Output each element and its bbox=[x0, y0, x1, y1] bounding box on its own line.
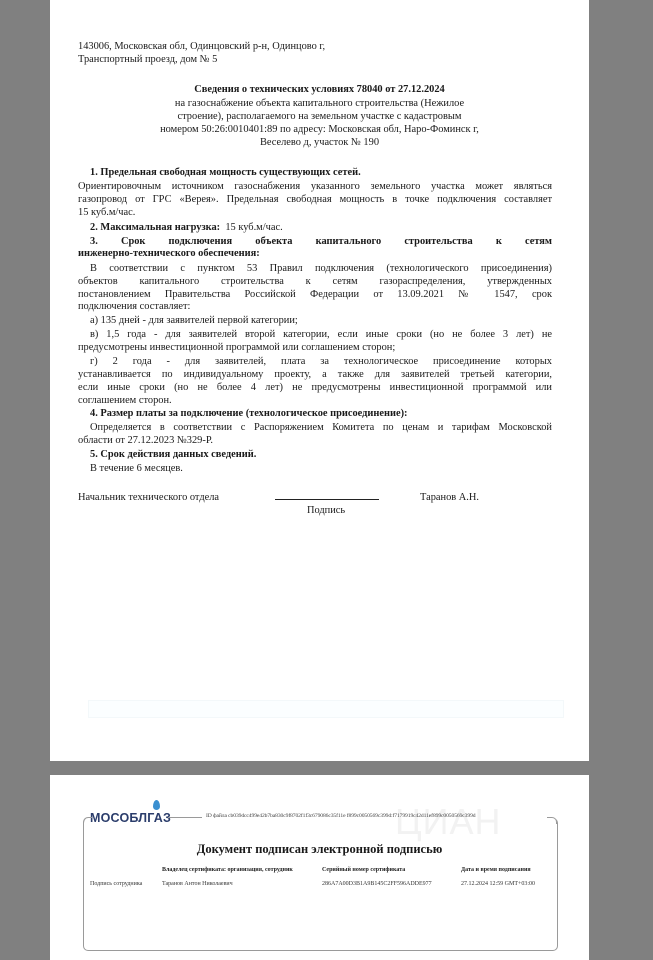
flame-icon bbox=[153, 800, 160, 810]
watermark: ЦИАН bbox=[395, 801, 502, 842]
document-page-2 bbox=[50, 775, 589, 960]
term-item-g-cont: соглашением сторон. bbox=[78, 395, 172, 406]
section-1-line: газопровод от ГРС «Верея». Предельная свободная мощность в точке подключения составляет bbox=[78, 194, 552, 205]
signatory-name: Таранов А.Н. bbox=[420, 492, 479, 503]
section-1-heading: 1. Предельная свободная мощность существующих сетей. bbox=[90, 167, 361, 178]
term-item-a: а) 135 дней - для заявителей первой категории; bbox=[90, 315, 298, 326]
section-1-line: 15 куб.м/час. bbox=[78, 207, 136, 218]
address-line-1: 143006, Московская обл, Одинцовский р-н, Одинцово г, bbox=[78, 41, 326, 52]
address-line-2: Транспортный проезд, дом № 5 bbox=[78, 54, 218, 65]
signature-line bbox=[275, 499, 379, 500]
section-4-heading: 4. Размер платы за подключение (технологическое присоединение): bbox=[90, 408, 408, 419]
section-2-value: 15 куб.м/час. bbox=[225, 222, 283, 233]
table-cell-owner: Таранов Антон Николаевич bbox=[162, 881, 233, 887]
faint-scan-artifact bbox=[88, 700, 564, 718]
term-item-g: г) 2 года - для заявителей, плата за технологическое присоединение которых bbox=[90, 356, 552, 367]
section-3-intro: В соответствии с пунктом 53 Правил подключения (технологического присоединения) bbox=[90, 263, 552, 274]
term-item-g-cont: устанавливается по индивидуальному проекту, а также для заявителей третьей категории, bbox=[78, 369, 552, 380]
section-4-line: Определяется в соответствии с Распоряжением Комитета по ценам и тарифам Московской bbox=[90, 422, 552, 433]
subtitle-line: строение), располагаемого на земельном участке с кадастровым bbox=[177, 111, 462, 122]
signatory-position: Начальник технического отдела bbox=[78, 492, 220, 503]
section-3-intro: объектов капитального строительства к сетям газораспределения, утвержденных bbox=[78, 276, 552, 287]
file-id: ID файла cb039dcc499e42b7ba830c9f8702f1f3c679086c35f11e f899c0050569c399d:f7179919c42d11ef899c0050569c399d bbox=[206, 813, 476, 819]
section-3-heading-cont: инженерно-технического обеспечения: bbox=[78, 248, 260, 259]
term-item-g-cont: если иные сроки (но не более 4 лет) не предусмотрены инвестиционной программой или bbox=[78, 382, 552, 393]
section-3-heading: 3. Срок подключения объекта капитального строительства к сетям bbox=[90, 236, 552, 247]
section-4-line: области от 27.12.2023 №329-Р. bbox=[78, 435, 213, 446]
table-header-serial: Серийный номер сертификата bbox=[322, 867, 406, 873]
subtitle-line: на газоснабжение объекта капитального строительства (Нежилое bbox=[174, 98, 465, 109]
section-3-intro: подключения составляет: bbox=[78, 301, 191, 312]
mosoblgaz-logo: МОСОБЛГАЗ bbox=[90, 811, 171, 825]
subtitle-line: номером 50:26:0010401:89 по адресу: Московская обл, Наро-Фоминск г, bbox=[160, 124, 479, 135]
section-3-intro: постановлением Правительства Российской Федерации от 13.09.2021 № 1547, срок bbox=[78, 289, 552, 300]
table-header-owner: Владелец сертификата: организация, сотрудник bbox=[162, 867, 293, 873]
subtitle-line: Веселево д, участок № 190 bbox=[259, 137, 380, 148]
table-cell-serial: 286A7A00D3B1A9B145C2FF596ADDE977 bbox=[322, 881, 432, 887]
document-page-1 bbox=[50, 0, 589, 761]
section-1-line: Ориентировочным источником газоснабжения указанного земельного участка может являться bbox=[78, 181, 552, 192]
document-title: Сведения о технических условиях 78040 от 27.12.2024 bbox=[194, 84, 445, 95]
esign-title: Документ подписан электронной подписью bbox=[196, 842, 443, 856]
section-2-heading: 2. Максимальная нагрузка: bbox=[90, 222, 221, 233]
table-cell-datetime: 27.12.2024 12:59 GMT+03:00 bbox=[461, 881, 536, 887]
table-header-datetime: Дата и время подписания bbox=[461, 867, 531, 873]
section-5-heading: 5. Срок действия данных сведений. bbox=[90, 449, 257, 460]
term-item-b-cont: предусмотрены инвестиционной программой или соглашением сторон; bbox=[78, 342, 396, 353]
signature-caption: Подпись bbox=[307, 505, 346, 516]
table-cell-role: Подпись сотрудника bbox=[90, 881, 143, 887]
section-2 bbox=[90, 221, 283, 234]
section-5-text: В течение 6 месяцев. bbox=[90, 463, 183, 474]
term-item-b: в) 1,5 года - для заявителей второй категории, если иные сроки (но не более 3 лет) не bbox=[90, 329, 552, 340]
